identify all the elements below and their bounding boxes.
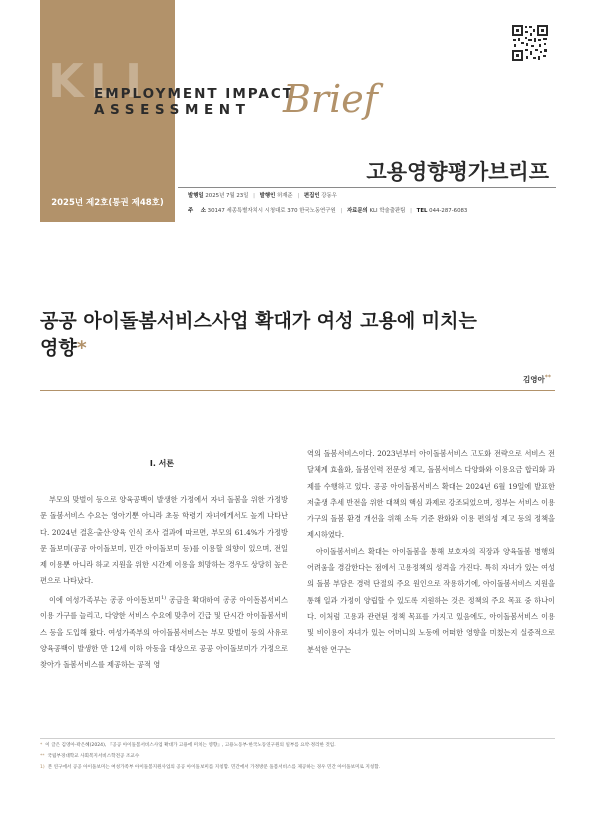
colophon-label: 발행일	[188, 193, 204, 199]
author-divider	[40, 390, 555, 391]
author-footnote-mark[interactable]: **	[544, 374, 551, 381]
footnote-ref[interactable]: 1)	[161, 594, 167, 601]
body-text: 공급을 확대하여 공공 아이돌봄서비스 이용 가구를 늘리고, 다양한 서비스 수요에 맞추어 긴급 및 단시간 아이돌봄서비스 등을 도입해 왔다. 여성가족부의 아이돌봄서비스는 부모 맞벌이 등의 사유로 양육공백이 발생한 만 12세 이하 아동을 대상으로 공공 아이돌보미가 가정으로 찾아가 돌봄서비스를 제공하는 공적 영	[40, 595, 288, 670]
brand-line-employment-impact: EMPLOYMENT IMPACT	[94, 86, 294, 102]
article-title-line-2: 영향	[40, 337, 77, 359]
colophon-label: 발행인	[259, 193, 276, 199]
issue-label: 2025년 제2호(통권 제48호)	[51, 198, 164, 208]
colophon-separator: |	[340, 208, 343, 214]
body-paragraph: 역의 돌봄서비스이다. 2023년부터 아이돌봄서비스 고도화 전략으로 서비스 전달체계 효율화, 돌봄인력 전문성 제고, 돌봄서비스 다양화와 이용요금 합리화 과제를 수행하고 있다. 공공 아이돌봄서비스 확대는 2024년 6월 19일에 발표한 저출생 추세 반전을 위한 대책의 핵심 과제로 강조되었으며, 정부는 서비스 이용 가구의 돌봄 환경 개선을 위해 소득 기준 완화와 이용 편의성 제고 등의 정책을 제시하였다.	[307, 449, 555, 540]
title-footnote-mark[interactable]: *	[76, 337, 87, 359]
footnote-mark: *	[40, 743, 43, 748]
body-paragraph: 아이돌봄서비스 확대는 아이돌봄을 통해 보호자의 직장과 양육돌봄 병행의 어려움을 경감한다는 점에서 고용정책의 성격을 가진다. 특히 자녀가 있는 여성의 돌봄 부담은 경력 단절의 주요 원인으로 작용하기에, 아이돌봄서비스 지원을 통해 일과 가정이 양립할 수 있도록 지원하는 것은 정책의 주요 목표 중 하나이다. 이처럼 고용과 관련된 정책 목표를 가지고 있음에도, 아이돌봄서비스 이용 및 비이용이 자녀가 있는 어머니의 노동에 어떠한 영향을 미쳤는지 실증적으로 분석한 연구는	[307, 546, 555, 654]
body-column-right	[307, 446, 555, 658]
body-column-left	[40, 492, 288, 674]
colophon-label: 자료문의	[346, 208, 368, 214]
brand-line-assessment: ASSESSMENT	[94, 102, 251, 118]
colophon-separator: |	[297, 193, 300, 199]
title-divider	[178, 187, 556, 188]
footnote	[40, 766, 380, 771]
colophon-publisher: 허재준	[277, 193, 293, 199]
kli-watermark: KLI	[48, 54, 149, 108]
colophon-row-1	[188, 194, 337, 199]
colophon-contact: KLI 학술출판팀	[369, 208, 406, 214]
footnote-text: 국립부경대학교 사회복지서비스학전공 조교수	[47, 754, 140, 759]
footnote-mark: 1)	[40, 765, 45, 770]
body-paragraph: 부모의 맞벌이 등으로 양육공백이 발생한 가정에서 자녀 돌봄을 위한 가정방문 돌봄서비스 수요는 영아기뿐 아니라 초등 학령기 자녀에게서도 높게 나타난다. 2024년 결혼·출산·양육 인식 조사 결과에 따르면, 부모의 61.4%가 가정방문 돌보미(공공 아이돌보미, 민간 아이돌보미 등)를 이용할 의향이 있으며, 전일제 이용뿐 아니라 하교 지원을 위한 시간제 이용을 희망하는 경우도 상당히 높은 편으로 나타났다.	[40, 495, 288, 586]
footnote	[40, 755, 139, 760]
colophon-row-2	[188, 209, 467, 214]
body-paragraph	[40, 590, 288, 674]
colophon-separator: |	[410, 208, 412, 214]
footnote-divider	[40, 738, 555, 739]
colophon-label: 주 소	[188, 208, 206, 214]
footnote	[40, 744, 336, 749]
colophon-editor: 강동우	[321, 193, 337, 199]
brand-script-brief: Brief	[283, 77, 378, 121]
colophon-phone: 044-287-6083	[429, 208, 468, 214]
colophon-separator: |	[253, 193, 255, 199]
section-heading: I. 서론	[149, 459, 175, 468]
article-title	[40, 308, 555, 362]
publication-title: 고용영향평가브리프	[366, 160, 549, 184]
body-text: 이에 여성가족부는 공공 아이돌보미	[49, 595, 162, 605]
colophon-address: 30147 세종특별자치시 시청대로 370 한국노동연구원	[207, 208, 336, 214]
author-name: 김영아	[522, 375, 545, 384]
article-title-line-1: 공공 아이돌봄서비스사업 확대가 여성 고용에 미치는	[40, 310, 477, 332]
qr-code-icon[interactable]	[511, 24, 549, 62]
colophon-label: TEL	[416, 208, 428, 214]
footnote-text: 이 글은 김영아·곽은혜(2024), 『공공 아이돌봄서비스사업 확대가 고용에 미치는 영향』, 고용노동부·한국노동연구원의 일부를 요약·정리한 것임.	[45, 743, 336, 748]
footnote-text: 본 연구에서 공공 아이돌보미는 여성가족부 아이돌봄지원사업의 공공 아이돌보미를 지칭함. 민간에서 가정방문 돌봄서비스를 제공하는 경우 민간 아이돌보미로 지칭함.	[47, 765, 381, 770]
footnote-mark: **	[40, 754, 45, 759]
colophon-label: 편집인	[303, 193, 320, 199]
colophon-date: 2025년 7월 23일	[205, 193, 249, 199]
author-byline	[523, 374, 551, 385]
